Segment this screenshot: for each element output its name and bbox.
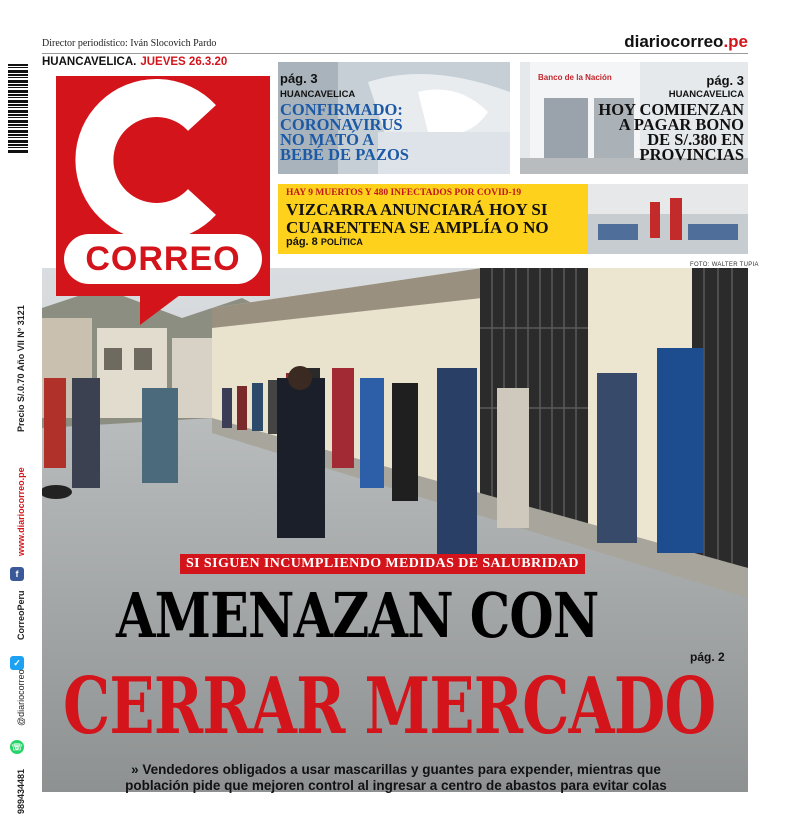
yellow-page: pág. 8 [286,236,318,248]
teaser-vizcarra[interactable] [278,184,588,254]
teaser-2-headline [598,102,744,162]
lead-headline-line-2[interactable]: CERRAR MERCADO [63,661,716,752]
teaser-2-line: HOY COMIENZAN [598,100,744,119]
top-bar [42,32,748,54]
lead-subline [46,762,746,794]
dateline [42,56,227,68]
date-label: JUEVES 26.3.20 [140,56,228,68]
photo-credit: FOTO: WALTER TUPIA [690,262,759,268]
teaser-2-line: DE S/.380 EN [647,130,744,149]
spine-twitter: @diariocorreo [16,669,26,726]
yellow-kicker: HAY 9 MUERTOS Y 480 INFECTADOS POR COVID-19 [286,188,522,198]
spine-web-url[interactable]: www.diariocorreo.pe [16,467,26,556]
spine-facebook: CorreoPeru [16,590,26,640]
logo-c-icon [74,72,250,248]
teaser-1-line: CONFIRMADO: [280,100,403,119]
yellow-headline-line: VIZCARRA ANUNCIARÁ HOY SI [286,200,548,219]
teaser-2-page: pág. 3 [706,73,744,88]
lead-subline-line: » Vendedores obligados a usar mascarillas y guantes para expender, mientras que [131,762,661,777]
facebook-icon: f [10,567,24,581]
teaser-coronavirus[interactable] [278,62,510,174]
yellow-page-ref [286,236,363,248]
bank-sign: Banco de la Nación [538,73,612,82]
yellow-headline [286,201,549,237]
ward-photo [588,184,748,254]
teaser-1-line: BEBÉ DE PAZOS [280,145,409,164]
lead-page-ref: pág. 2 [690,650,725,664]
logo-wordmark: CORREO [64,234,262,284]
barcode [8,64,28,154]
lead-kicker: SI SIGUEN INCUMPLIENDO MEDIDAS DE SALUBRIDAD [180,554,585,574]
spine-whatsapp: 989434481 [16,768,26,814]
teaser-2-line: A PAGAR BONO [618,115,744,134]
site-url-name: diariocorreo [624,32,724,51]
whatsapp-icon: ☏ [11,742,23,752]
teaser-1-headline [280,102,409,162]
region-label: HUANCAVELICA. [42,56,137,68]
director-credit: Director periodístico: Iván Slocovich Pardo [42,38,217,49]
teaser-1-page: pág. 3 [280,71,318,86]
logo-speech-tail [140,295,180,325]
yellow-headline-line: CUARENTENA SE AMPLÍA O NO [286,218,549,237]
teaser-1-line: NO MATÓ A [280,130,375,149]
lead-subline-line: población pide que mejoren control al ingresar a centro de abastos para evitar colas [125,778,667,793]
price-issue-line: Precio S/.0.70 Año VII N° 3121 [16,305,26,432]
twitter-icon: ✓ [10,656,24,670]
site-url[interactable] [624,32,748,52]
teaser-bono[interactable] [520,62,748,174]
lead-headline-line-1[interactable]: AMENAZAN CON [116,579,599,652]
yellow-section: POLÍTICA [320,237,363,247]
site-url-domain: .pe [723,32,748,51]
isolation-ward-image [588,184,748,254]
teaser-1-line: CORONAVIRUS [280,115,403,134]
teaser-2-kicker: HUANCAVELICA [668,89,744,100]
teaser-1-kicker: HUANCAVELICA [280,89,356,100]
teaser-2-line: PROVINCIAS [639,145,744,164]
